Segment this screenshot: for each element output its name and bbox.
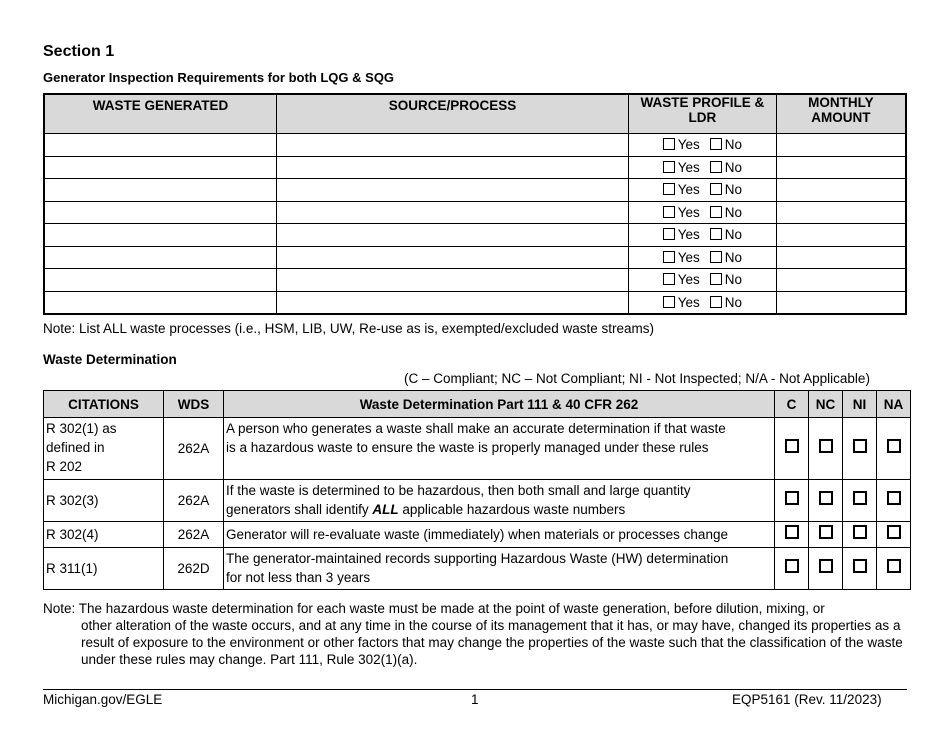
description-cell: A person who generates a waste shall make an accurate determination if that waste is a hazardous waste to ensure the waste is properly managed under these rules: [224, 418, 775, 480]
header-monthly-amount: MONTHLY AMOUNT: [776, 94, 906, 134]
waste-determination-table: [43, 390, 911, 590]
yes-label: Yes: [677, 159, 700, 175]
waste-processes-note: Note: List ALL waste processes (i.e., HSM, LIB, UW, Re-use as is, exempted/excluded waste streams): [43, 321, 654, 336]
waste-generated-field[interactable]: [44, 201, 276, 224]
header-c: C: [775, 391, 809, 418]
header-nc: NC: [809, 391, 843, 418]
yes-label: Yes: [677, 249, 700, 265]
monthly-amount-field[interactable]: [776, 156, 906, 179]
header-wds: WDS: [164, 391, 224, 418]
monthly-amount-field[interactable]: [776, 201, 906, 224]
not-compliant-checkbox[interactable]: [819, 491, 833, 505]
section-subtitle: Generator Inspection Requirements for both LQG & SQG: [43, 70, 395, 85]
yes-label: Yes: [677, 294, 700, 310]
monthly-amount-field[interactable]: [776, 291, 906, 314]
compliant-checkbox[interactable]: [785, 491, 799, 505]
waste-profile-cell: [629, 269, 777, 292]
monthly-amount-field[interactable]: [776, 269, 906, 292]
waste-generated-field[interactable]: [44, 179, 276, 202]
compliant-checkbox[interactable]: [785, 525, 799, 539]
waste-generated-field[interactable]: [44, 224, 276, 247]
no-label: No: [724, 204, 743, 220]
waste-determination-title: Waste Determination: [43, 352, 177, 367]
waste-profile-cell: [629, 246, 777, 269]
citation-cell: R 302(1) as defined in R 202: [44, 418, 164, 480]
header-description: Waste Determination Part 111 & 40 CFR 262: [224, 391, 775, 418]
yes-checkbox[interactable]: [663, 251, 675, 263]
waste-determination-note: Note: The hazardous waste determination for each waste must be made at the point of waste generation, before dilution, mixing, or other alteration of the waste occurs, and at any time in the course of its management that it has, or may have, changed its properties as a result of exposure to the environment or other factors that may change the properties of the waste such that the classification of the waste under these rules may change. Part 111, Rule 302(1)(a).: [43, 601, 903, 667]
not-applicable-checkbox[interactable]: [887, 559, 901, 573]
source-process-field[interactable]: [276, 179, 628, 202]
header-source-process: SOURCE/PROCESS: [276, 94, 628, 134]
no-label: No: [724, 182, 743, 198]
yes-checkbox[interactable]: [663, 206, 675, 218]
not-applicable-checkbox[interactable]: [887, 525, 901, 539]
no-checkbox[interactable]: [710, 161, 722, 173]
waste-generated-field[interactable]: [44, 269, 276, 292]
citation-cell: R 302(3): [44, 480, 164, 522]
wds-cell: 262A: [164, 418, 224, 480]
not-applicable-checkbox[interactable]: [887, 439, 901, 453]
waste-table-row: [44, 269, 906, 292]
waste-profile-cell: [629, 224, 777, 247]
waste-table-header: [44, 94, 906, 134]
not-compliant-checkbox[interactable]: [819, 525, 833, 539]
waste-profile-cell: [629, 156, 777, 179]
yes-checkbox[interactable]: [663, 183, 675, 195]
not-inspected-checkbox[interactable]: [853, 559, 867, 573]
yes-label: Yes: [677, 272, 700, 288]
wds-cell: 262A: [164, 522, 224, 548]
footer-page-number: 1: [471, 692, 479, 707]
description-cell: The generator-maintained records supporting Hazardous Waste (HW) determination for not less than 3 years: [224, 548, 775, 590]
wd-row: [44, 480, 911, 522]
yes-label: Yes: [677, 227, 700, 243]
yes-checkbox[interactable]: [663, 138, 675, 150]
not-inspected-checkbox[interactable]: [853, 439, 867, 453]
header-citations: CITATIONS: [44, 391, 164, 418]
compliance-legend: (C – Compliant; NC – Not Compliant; NI - Not Inspected; N/A - Not Applicable): [404, 371, 870, 386]
no-label: No: [724, 272, 743, 288]
compliant-checkbox[interactable]: [785, 439, 799, 453]
header-na: NA: [877, 391, 911, 418]
no-label: No: [724, 159, 743, 175]
wds-cell: 262A: [164, 480, 224, 522]
header-waste-generated: WASTE GENERATED: [44, 94, 276, 134]
footer-website: Michigan.gov/EGLE: [43, 692, 163, 707]
not-inspected-checkbox[interactable]: [853, 491, 867, 505]
monthly-amount-field[interactable]: [776, 224, 906, 247]
waste-generated-field[interactable]: [44, 134, 276, 157]
yes-checkbox[interactable]: [663, 161, 675, 173]
no-checkbox[interactable]: [710, 251, 722, 263]
wd-row: [44, 548, 911, 590]
waste-table-row: [44, 246, 906, 269]
yes-label: Yes: [677, 182, 700, 198]
waste-table-row: [44, 224, 906, 247]
not-inspected-checkbox[interactable]: [853, 525, 867, 539]
no-label: No: [724, 137, 743, 153]
citation-cell: R 302(4): [44, 522, 164, 548]
waste-table-row: [44, 201, 906, 224]
waste-table-row: [44, 179, 906, 202]
monthly-amount-field[interactable]: [776, 246, 906, 269]
waste-table-row: [44, 291, 906, 314]
no-checkbox[interactable]: [710, 228, 722, 240]
waste-generated-field[interactable]: [44, 246, 276, 269]
no-checkbox[interactable]: [710, 296, 722, 308]
no-checkbox[interactable]: [710, 273, 722, 285]
no-checkbox[interactable]: [710, 138, 722, 150]
not-compliant-checkbox[interactable]: [819, 559, 833, 573]
source-process-field[interactable]: [276, 269, 628, 292]
no-label: No: [724, 249, 743, 265]
yes-label: Yes: [677, 204, 700, 220]
waste-profile-cell: [629, 179, 777, 202]
source-process-field[interactable]: [276, 291, 628, 314]
wd-row: [44, 418, 911, 480]
yes-checkbox[interactable]: [663, 228, 675, 240]
no-label: No: [724, 227, 743, 243]
footer-divider: [43, 689, 907, 690]
header-waste-profile: WASTE PROFILE & LDR: [629, 94, 777, 134]
description-cell: Generator will re-evaluate waste (immediately) when materials or processes change: [224, 522, 775, 548]
waste-generated-field[interactable]: [44, 291, 276, 314]
wd-row: [44, 522, 911, 548]
source-process-field[interactable]: [276, 224, 628, 247]
no-label: No: [724, 294, 743, 310]
no-checkbox[interactable]: [710, 206, 722, 218]
waste-profile-cell: [629, 201, 777, 224]
waste-generated-field[interactable]: [44, 156, 276, 179]
compliant-checkbox[interactable]: [785, 559, 799, 573]
not-compliant-checkbox[interactable]: [819, 439, 833, 453]
header-ni: NI: [843, 391, 877, 418]
not-applicable-checkbox[interactable]: [887, 491, 901, 505]
source-process-field[interactable]: [276, 134, 628, 157]
waste-profile-cell: [629, 291, 777, 314]
wds-cell: 262D: [164, 548, 224, 590]
citation-cell: R 311(1): [44, 548, 164, 590]
waste-generated-table: [43, 93, 907, 315]
waste-table-row: [44, 156, 906, 179]
source-process-field[interactable]: [276, 201, 628, 224]
yes-checkbox[interactable]: [663, 296, 675, 308]
description-cell: If the waste is determined to be hazardous, then both small and large quantity generators shall identify ALL applicable hazardous waste numbers: [224, 480, 775, 522]
section-title: Section 1: [43, 43, 115, 60]
monthly-amount-field[interactable]: [776, 179, 906, 202]
source-process-field[interactable]: [276, 156, 628, 179]
wd-table-header: [44, 391, 911, 418]
waste-table-row: [44, 134, 906, 157]
yes-label: Yes: [677, 137, 700, 153]
yes-checkbox[interactable]: [663, 273, 675, 285]
no-checkbox[interactable]: [710, 183, 722, 195]
source-process-field[interactable]: [276, 246, 628, 269]
monthly-amount-field[interactable]: [776, 134, 906, 157]
waste-profile-cell: [629, 134, 777, 157]
footer-form-number: EQP5161 (Rev. 11/2023): [732, 692, 882, 707]
